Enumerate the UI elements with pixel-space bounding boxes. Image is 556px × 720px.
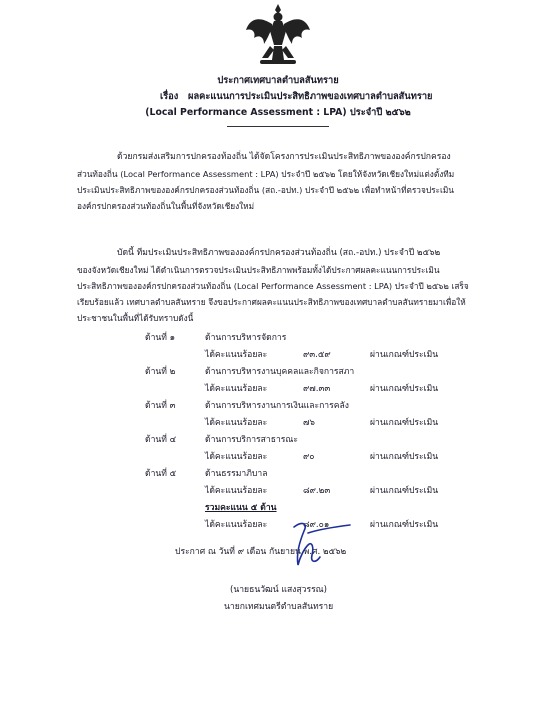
aspect-2-score-label: ได้คะแนนร้อยละ [205, 384, 268, 394]
signer-name: (นายธนวัฒน์ แสงสุวรรณ) [230, 585, 328, 595]
aspect-5-result: ผ่านเกณฑ์ประเมิน [370, 486, 439, 496]
p2-line-5: ประชาชนในพื้นที่ได้รับทราบดังนี้ [77, 313, 194, 323]
total-score: ๘๙.๐๑ [303, 520, 330, 530]
aspect-5-score: ๘๙.๒๓ [303, 486, 331, 496]
aspect-3-name: ด้านการบริหารงานการเงินและการคลัง [205, 401, 349, 411]
subject-line [160, 89, 433, 104]
p2-line-1: บัดนี้ ทีมประเมินประสิทธิภาพขององค์กรปกครองส่วนท้องถิ่น (สถ.-อปท.) ประจำปี ๒๕๖๒ [117, 248, 441, 258]
p1-line-4: องค์กรปกครองส่วนท้องถิ่นในพื้นที่จังหวัดเชียงใหม่ [77, 201, 255, 211]
aspect-2-name: ด้านการบริหารงานบุคคลและกิจการสภา [205, 367, 355, 377]
p2-line-3: ประสิทธิภาพขององค์กรปกครองส่วนท้องถิ่น (Local Performance Assessment : LPA) ประจำปี ๒๕๖๒ เสร็จ [77, 281, 469, 291]
aspect-5-number: ด้านที่ ๕ [145, 469, 177, 479]
subject-label: เรื่อง [160, 91, 179, 102]
title-divider [227, 126, 329, 127]
aspect-3-number: ด้านที่ ๓ [145, 401, 176, 411]
aspect-4-result: ผ่านเกณฑ์ประเมิน [370, 452, 439, 462]
aspect-2-result: ผ่านเกณฑ์ประเมิน [370, 384, 439, 394]
aspect-2-score: ๙๗.๓๓ [303, 384, 331, 394]
aspect-4-score: ๙๐ [303, 452, 315, 462]
subject-english: (Local Performance Assessment : LPA) ประจำปี ๒๕๖๒ [145, 107, 411, 118]
aspect-3-result: ผ่านเกณฑ์ประเมิน [370, 418, 439, 428]
subject-text: ผลคะแนนการประเมินประสิทธิภาพของเทศบาลตำบลสันทราย [188, 91, 433, 102]
aspect-3-score: ๗๖ [303, 418, 315, 428]
aspect-4-number: ด้านที่ ๔ [145, 435, 177, 445]
p1-line-2: ส่วนท้องถิ่น (Local Performance Assessment : LPA) ประจำปี ๒๕๖๒ โดยให้จังหวัดเชียงใหม่แต่งตั้งทีม [77, 169, 455, 179]
total-score-label: ได้คะแนนร้อยละ [205, 520, 268, 530]
p2-line-2: ของจังหวัดเชียงใหม่ ได้ดำเนินการตรวจประเมินประสิทธิภาพพร้อมทั้งได้ประกาศผลคะแนนการประเมิน [77, 265, 440, 275]
garuda-emblem [244, 2, 312, 66]
aspect-5-score-label: ได้คะแนนร้อยละ [205, 486, 268, 496]
p2-line-4: เรียบร้อยแล้ว เทศบาลตำบลสันทราย จึงขอประกาศผลคะแนนประสิทธิภาพของเทศบาลตำบลสันทรายมาเพื่อให้ [77, 297, 466, 307]
aspect-4-score-label: ได้คะแนนร้อยละ [205, 452, 268, 462]
total-result: ผ่านเกณฑ์ประเมิน [370, 520, 439, 530]
total-label: รวมคะแนน ๕ ด้าน [205, 503, 277, 513]
announce-date: ประกาศ ณ วันที่ ๙ เดือน กันยายน พ.ศ. ๒๕๖๒ [175, 547, 347, 557]
signer-title: นายกเทศมนตรีตำบลสันทราย [224, 602, 334, 612]
aspect-1-number: ด้านที่ ๑ [145, 333, 176, 343]
aspect-4-name: ด้านการบริการสาธารณะ [205, 435, 298, 445]
aspect-2-number: ด้านที่ ๒ [145, 367, 176, 377]
p1-line-1: ด้วยกรมส่งเสริมการปกครองท้องถิ่น ได้จัดโครงการประเมินประสิทธิภาพขององค์กรปกครอง [117, 152, 451, 162]
p1-line-3: ประเมินประสิทธิภาพขององค์กรปกครองส่วนท้องถิ่น (สถ.-อปท.) ประจำปี ๒๕๖๒ เพื่อทำหน้าที่ตรวจประเมิน [77, 185, 454, 195]
aspect-1-result: ผ่านเกณฑ์ประเมิน [370, 350, 439, 360]
aspect-3-score-label: ได้คะแนนร้อยละ [205, 418, 268, 428]
aspect-1-score: ๙๓.๕๙ [303, 350, 331, 360]
aspect-1-name: ด้านการบริหารจัดการ [205, 333, 287, 343]
aspect-5-name: ด้านธรรมาภิบาล [205, 469, 268, 479]
signature [282, 519, 356, 571]
announcement-title: ประกาศเทศบาลตำบลสันทราย [217, 75, 339, 86]
aspect-1-score-label: ได้คะแนนร้อยละ [205, 350, 268, 360]
